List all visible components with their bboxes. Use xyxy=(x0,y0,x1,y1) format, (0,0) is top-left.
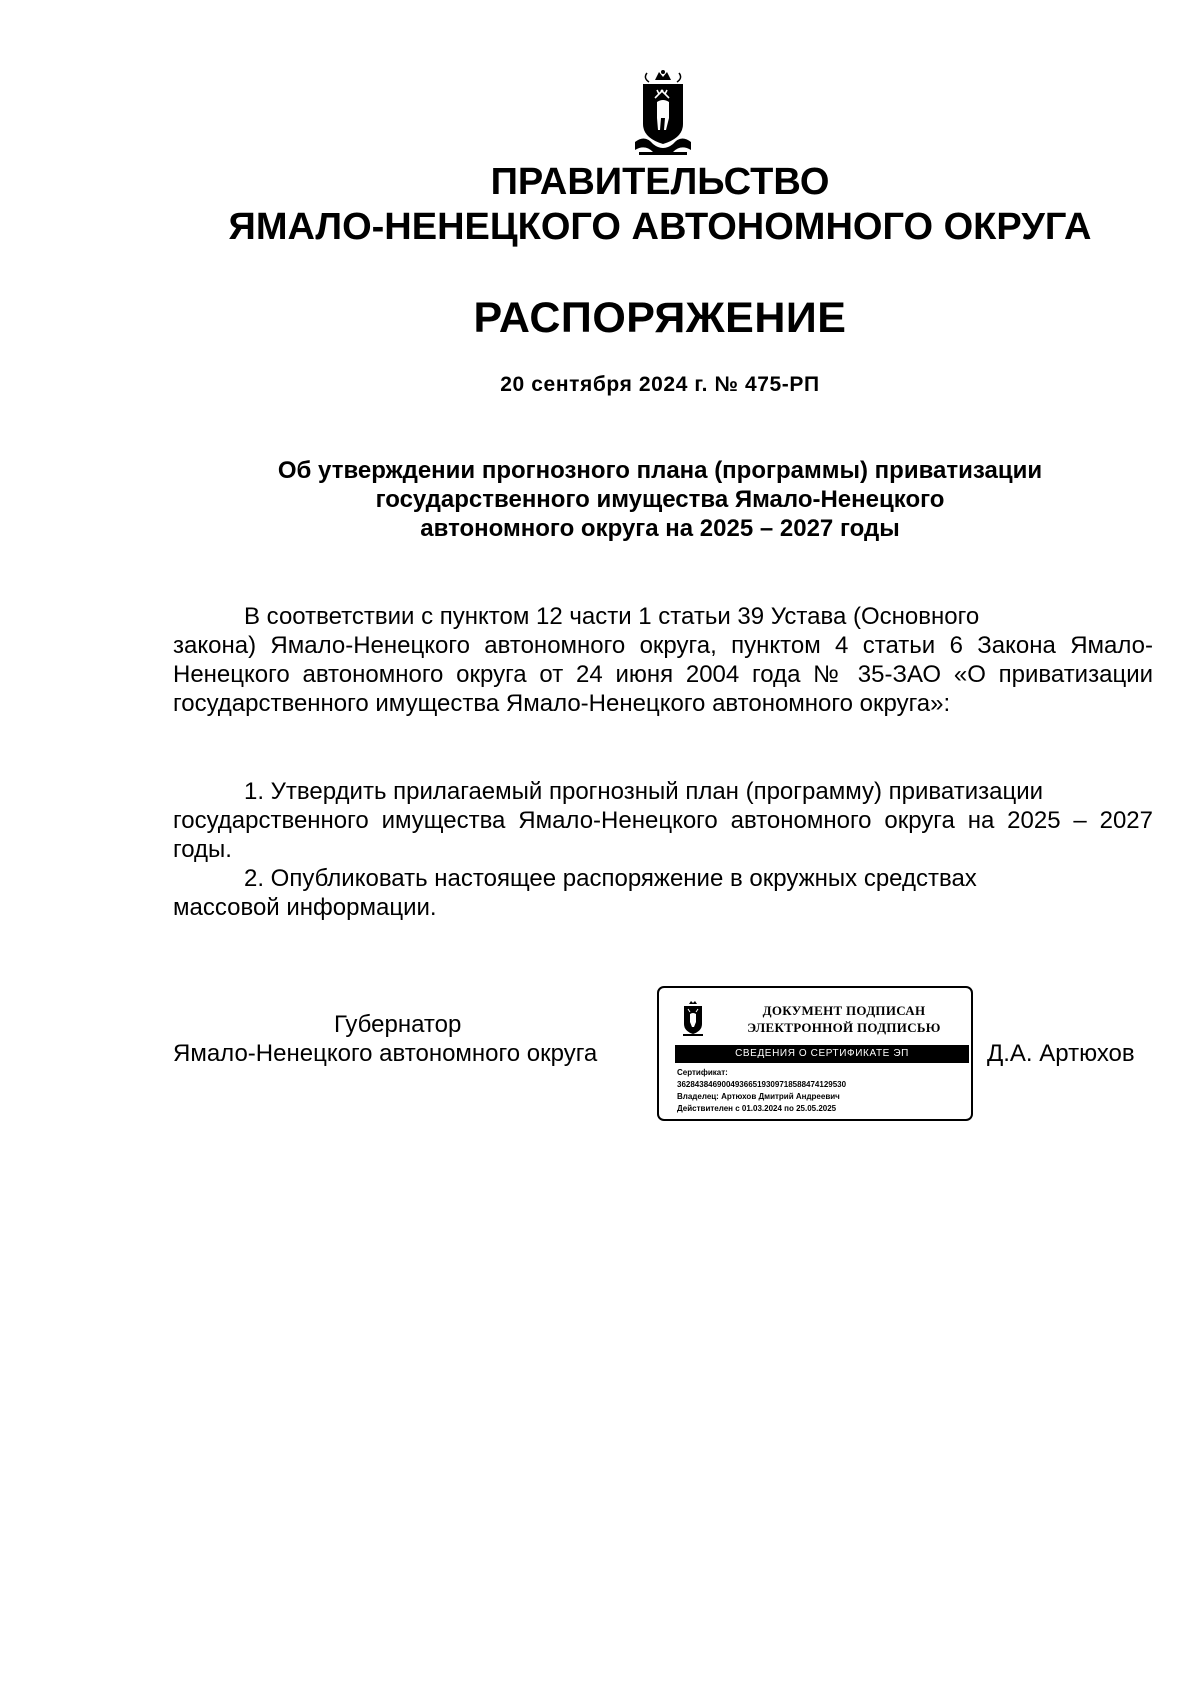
item-1-paragraph xyxy=(173,777,1153,864)
subject-line2: государственного имущества Ямало-Ненецкого xyxy=(375,486,945,513)
item-1-first-line: 1. Утвердить прилагаемый прогнозный план (программу) приватизации xyxy=(244,778,1044,805)
intro-paragraph xyxy=(173,602,1153,718)
government-title-line2: ЯМАЛО-НЕНЕЦКОГО АВТОНОМНОГО ОКРУГА xyxy=(228,206,1092,248)
item-2-paragraph xyxy=(173,864,1153,922)
yanao-coat-of-arms-icon xyxy=(625,68,701,158)
stamp-certificate-number: 36284384690049366519309718588474129530 xyxy=(677,1080,847,1089)
stamp-title-line1: ДОКУМЕНТ ПОДПИСАН xyxy=(762,1003,926,1018)
intro-rest: закона) Ямало-Ненецкого автономного округа, пунктом 4 статьи 6 Закона Ямало-Ненецкого автономного округа от 24 июня 2004 года № 35-ЗАО «О приватизации государственного имущества Ямало-Ненецкого автономного округа»: xyxy=(173,632,1153,717)
document-type: РАСПОРЯЖЕНИЕ xyxy=(473,294,847,342)
stamp-title-line2: ЭЛЕКТРОННОЙ ПОДПИСЬЮ xyxy=(747,1020,941,1035)
stamp-certificate-bar: СВЕДЕНИЯ О СЕРТИФИКАТЕ ЭП xyxy=(675,1045,969,1063)
intro-first-line: В соответствии с пунктом 12 части 1 статьи 39 Устава (Основного xyxy=(244,603,980,630)
stamp-owner: Владелец: Артюхов Дмитрий Андреевич xyxy=(677,1092,840,1101)
item-2-first-line: 2. Опубликовать настоящее распоряжение в окружных средствах xyxy=(244,865,977,892)
subject-line1: Об утверждении прогнозного плана (программы) приватизации xyxy=(277,457,1043,484)
government-title-line1: ПРАВИТЕЛЬСТВО xyxy=(490,161,830,203)
subject-line3: автономного округа на 2025 – 2027 годы xyxy=(420,515,900,542)
item-2-rest: массовой информации. xyxy=(173,894,437,921)
item-1-rest: государственного имущества Ямало-Ненецкого автономного округа на 2025 – 2027 годы. xyxy=(173,807,1153,863)
document-date-number: 20 сентября 2024 г. № 475-РП xyxy=(500,373,820,396)
signer-name: Д.А. Артюхов xyxy=(987,1040,1135,1067)
stamp-validity: Действителен с 01.03.2024 по 25.05.2025 xyxy=(677,1104,837,1113)
stamp-coat-of-arms-icon xyxy=(679,1000,707,1038)
stamp-certificate-label: Сертификат: xyxy=(677,1068,728,1077)
e-signature-stamp xyxy=(657,986,973,1121)
signer-position-line1: Губернатор xyxy=(334,1011,462,1038)
signer-position-line2: Ямало-Ненецкого автономного округа xyxy=(173,1040,598,1067)
